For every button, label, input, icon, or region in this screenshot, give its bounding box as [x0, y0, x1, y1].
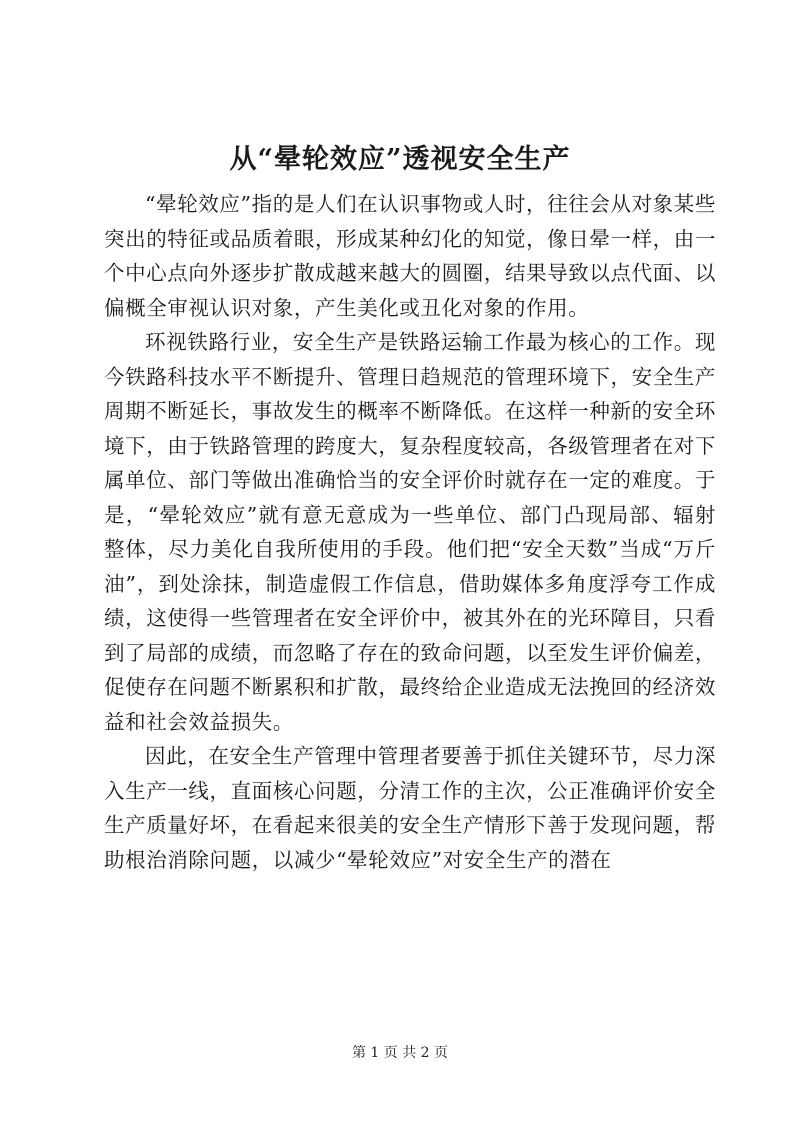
paragraph-railway-safety: 环视铁路行业，安全生产是铁路运输工作最为核心的工作。现今铁路科技水平不断提升、管理日趋规范的管理环境下，安全生产周期不断延长，事故发生的概率不断降低。在这样一种新的安全环境下，由于铁路管理的跨度大，复杂程度较高，各级管理者在对下属单位、部门等做出准确恰当的安全评价时就存在一定的难度。于是，“晕轮效应”就有意无意成为一些单位、部门凸现局部、辐射整体，尽力美化自我所使用的手段。他们把“安全天数”当成“万斤油”，到处涂抹，制造虚假工作信息，借助媒体多角度浮夸工作成绩，这使得一些管理者在安全评价中，被其外在的光环障目，只看到了局部的成绩，而忽略了存在的致命问题，以至发生评价偏差，促使存在问题不断累积和扩散，最终给企业造成无法挽回的经济效益和社会效益损失。 [104, 330, 716, 734]
paragraph-management-advice: 因此，在安全生产管理中管理者要善于抓住关键环节，尽力深入生产一线，直面核心问题，分清工作的主次，公正准确评价安全生产质量好坏，在看起来很美的安全生产情形下善于发现问题，帮助根治消除问题，以减少“晕轮效应”对安全生产的潜在 [104, 744, 716, 872]
document-body [104, 187, 716, 877]
paragraph-halo-effect-definition: “晕轮效应”指的是人们在认识事物或人时，往往会从对象某些突出的特征或品质着眼，形成某种幻化的知觉，像日晕一样，由一个中心点向外逐步扩散成越来越大的圆圈，结果导致以点代面、以偏概全审视认识对象，产生美化或丑化对象的作用。 [104, 192, 716, 320]
page-footer: 第 1 页 共 2 页 [351, 1045, 449, 1061]
document-title: 从“晕轮效应”透视安全生产 [229, 144, 571, 175]
